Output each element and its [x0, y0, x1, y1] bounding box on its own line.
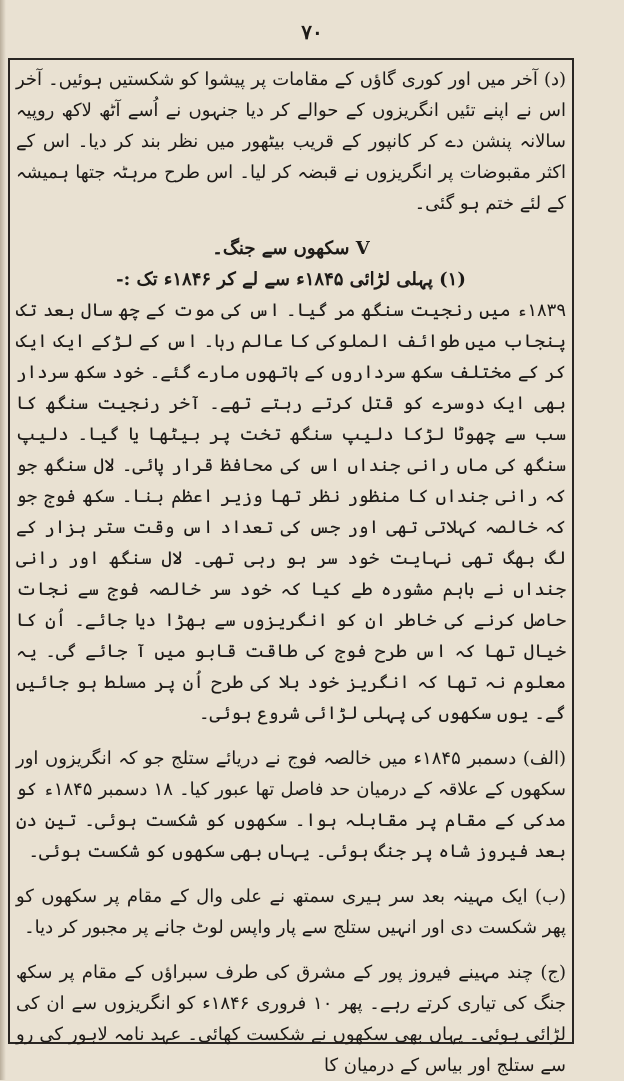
paragraph-top: (د) آخر میں اور کوری گاؤں کے مقامات پر پیشوا کو شکستیں ہوئیں۔ آخر اس نے اپنے تئیں انگریزوں کے حوالے کر دیا جنہوں نے اُسے آٹھ لاکھ روپیہ سالانہ پنشن دے کر کانپور کے قریب بیٹھور میں نظر بند کر دیا۔ اس کے اکثر مقبوضات پر انگریزوں نے قبضہ کر لیا۔ اس طرح مرہٹہ جتھا ہمیشہ کے لئے ختم ہو گئی۔: [16, 69, 566, 214]
section-heading: V سکھوں سے جنگ۔: [212, 238, 370, 259]
paragraph-alif: (الف) دسمبر ۱۸۴۵ء میں خالصہ فوج نے دریائے ستلج جو کہ انگریزوں اور سکھوں کے علاقہ کے درمیان حد فاصل تھا عبور کیا۔ ۱۸ دسمبر ۱۸۴۵ء کو مدکی کے مقام پر مقابلہ ہوا۔ سکھوں کو شکست ہوئی۔ تین دن بعد فیروز شاہ پر جنگ ہوئی۔ یہاں بھی سکھوں کو شکست ہوئی۔: [16, 748, 567, 862]
paragraph-jeem: (ج) چند مہینے فیروز پور کے مشرق کی طرف سبراؤں کے مقام پر سکھ جنگ کی تیاری کرتے رہے۔ پھر ۱۰ فروری ۱۸۴۶ء کو انگریزوں سے ان کی لڑائی ہوئی۔ یہاں بھی سکھوں نے شکست کھائی۔ عہد نامہ لاہور کی رو سے ستلج اور بیاس کے درمیان کا: [16, 962, 566, 1076]
paragraph-be: (ب) ایک مہینہ بعد سر ہیری سمتھ نے علی وال کے مقام پر سکھوں کو پھر شکست دی اور انہیں ستلج سے پار واپس لوٹ جانے پر مجبور کر دیا۔: [16, 886, 566, 938]
page-body: [16, 64, 566, 1081]
page-number: ۷۰: [301, 20, 323, 44]
sub-heading: (۱) پہلی لڑائی ۱۸۴۵ء سے لے کر ۱۸۴۶ء تک :-: [116, 269, 466, 290]
paragraph-1: ۱۸۳۹ء میں رنجیت سنگھ مر گیا۔ اس کی موت کے چھ سال بعد تک پنجاب میں طوائف الملوکی کا عالم رہا۔ اس کے لڑکے ایک ایک کر کے مختلف سکھ سرداروں کے ہاتھوں مارے گئے۔ خود سکھ سردار بھی ایک دوسرے کو قتل کرتے رہتے تھے۔ آخر رنجیت سنگھ کا سب سے چھوٹا لڑکا دلیپ سنگھ تخت پر بیٹھا یا گیا۔ دلیپ سنگھ کی ماں رانی جنداں اس کی محافظ قرار پائی۔ لال سنگھ جو کہ رانی جنداں کا منظور نظر تھا وزیر اعظم بنا۔ سکھ فوج جو کہ خالصہ کہلاتی تھی اور جس کی تعداد اس وقت ستر ہزار کے لگ بھگ تھی نہایت خود سر ہو رہی تھی۔ لال سنگھ اور رانی جنداں نے باہم مشورہ طے کیا کہ خود سر خالصہ فوج سے نجات حاصل کرنے کی خاطر ان کو انگریزوں سے بھڑا دیا جائے۔ اُن کا خیال تھا کہ اس طرح فوج کی طاقت قابو میں آ جائے گی۔ یہ معلوم نہ تھا کہ انگریز خود بلا کی طرح اُن پر مسلط ہو جائیں گے۔ یوں سکھوں کی پہلی لڑائی شروع ہوئی۔: [16, 300, 566, 724]
page-edge-shadow: [0, 0, 6, 1080]
